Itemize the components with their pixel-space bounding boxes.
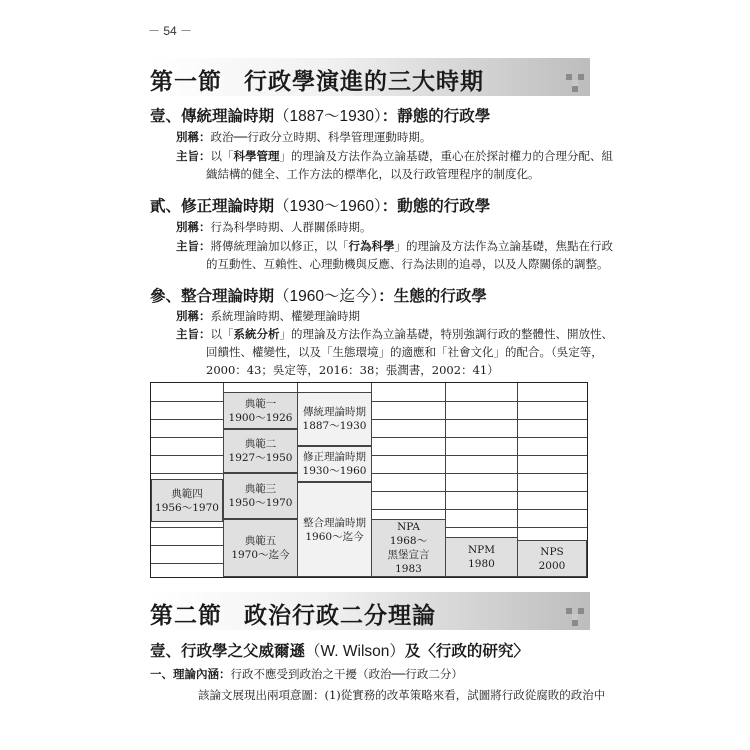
theme-line: 回饋性、權變性，以及「生態環境」的適應和「社會文化」的配合。（吳定等， bbox=[206, 345, 603, 359]
stage-revised-box: 修正理論時期 1930～1960 bbox=[297, 446, 372, 482]
stage-traditional-box: 傳統理論時期 1887～1930 bbox=[297, 392, 372, 446]
paradigm-5-box: 典範五 1970～迄今 bbox=[223, 519, 298, 577]
paradigm-4-box: 典範四 1956～1970 bbox=[151, 479, 223, 522]
period-heading: 參、整合理論時期（1960～迄今）：生態的行政學 bbox=[150, 286, 487, 305]
section-title bbox=[150, 63, 484, 96]
section-name: 政治行政二分理論 bbox=[244, 602, 436, 629]
section-number: 第一節 bbox=[150, 68, 222, 95]
theme-line: 主旨：將傳統理論加以修正，以「行為科學」的理論及方法作為立論基礎，焦點在行政 bbox=[176, 239, 613, 253]
nps-box: NPS 2000 bbox=[517, 540, 587, 577]
section-title bbox=[150, 597, 436, 630]
alias-line: 別稱：系統理論時期、權變理論時期 bbox=[176, 309, 360, 323]
paradigm-1-box: 典範一 1900～1926 bbox=[223, 392, 298, 429]
theme-line: 2000：43；吳定等，2016：38；張潤書，2002：41） bbox=[206, 363, 499, 377]
page-number: － 54 － bbox=[148, 24, 193, 38]
npm-box: NPM 1980 bbox=[445, 537, 518, 577]
period-heading: 壹、傳統理論時期（1887～1930）：靜態的行政學 bbox=[150, 106, 491, 125]
decor-square bbox=[578, 74, 584, 80]
paradigm-2-box: 典範二 1927～1950 bbox=[223, 429, 298, 473]
timeline-table bbox=[150, 382, 588, 578]
theme-line: 主旨：以「系統分析」的理論及方法作為立論基礎，特別強調行政的整體性、開放性、 bbox=[176, 327, 613, 341]
section-number: 第二節 bbox=[150, 602, 222, 629]
decor-square bbox=[572, 620, 578, 626]
paragraph-line: 該論文展現出兩項意圖：(1)從實務的改革策略來看，試圖將行政從腐敗的政治中 bbox=[198, 688, 606, 702]
alias-line: 別稱：行為科學時期、人群關係時期。 bbox=[176, 220, 372, 234]
decor-square bbox=[572, 86, 578, 92]
section-name: 行政學演進的三大時期 bbox=[244, 68, 484, 95]
npa-box: NPA 1968～ 黑堡宣言 1983 bbox=[371, 519, 446, 577]
alias-line: 別稱：政治──行政分立時期、科學管理運動時期。 bbox=[176, 130, 432, 144]
decor-square bbox=[578, 608, 584, 614]
paradigm-3-box: 典範三 1950～1970 bbox=[223, 473, 298, 519]
sub-heading: 壹、行政學之父威爾遜（W. Wilson）及〈行政的研究〉 bbox=[150, 641, 529, 660]
theme-line: 織結構的健全、工作方法的標準化，以及行政管理程序的制度化。 bbox=[206, 167, 540, 181]
period-heading: 貳、修正理論時期（1930～1960）：動態的行政學 bbox=[150, 196, 491, 215]
item-line: 一、理論內涵：行政不應受到政治之干擾（政治──行政二分） bbox=[150, 667, 463, 681]
stage-integrated-box: 整合理論時期 1960～迄今 bbox=[297, 482, 372, 577]
theme-line: 的互動性、互賴性、心理動機與反應、行為法則的追尋，以及人際關係的調整。 bbox=[206, 257, 609, 271]
theme-line: 主旨：以「科學管理」的理論及方法作為立論基礎，重心在於探討權力的合理分配、組 bbox=[176, 149, 613, 163]
